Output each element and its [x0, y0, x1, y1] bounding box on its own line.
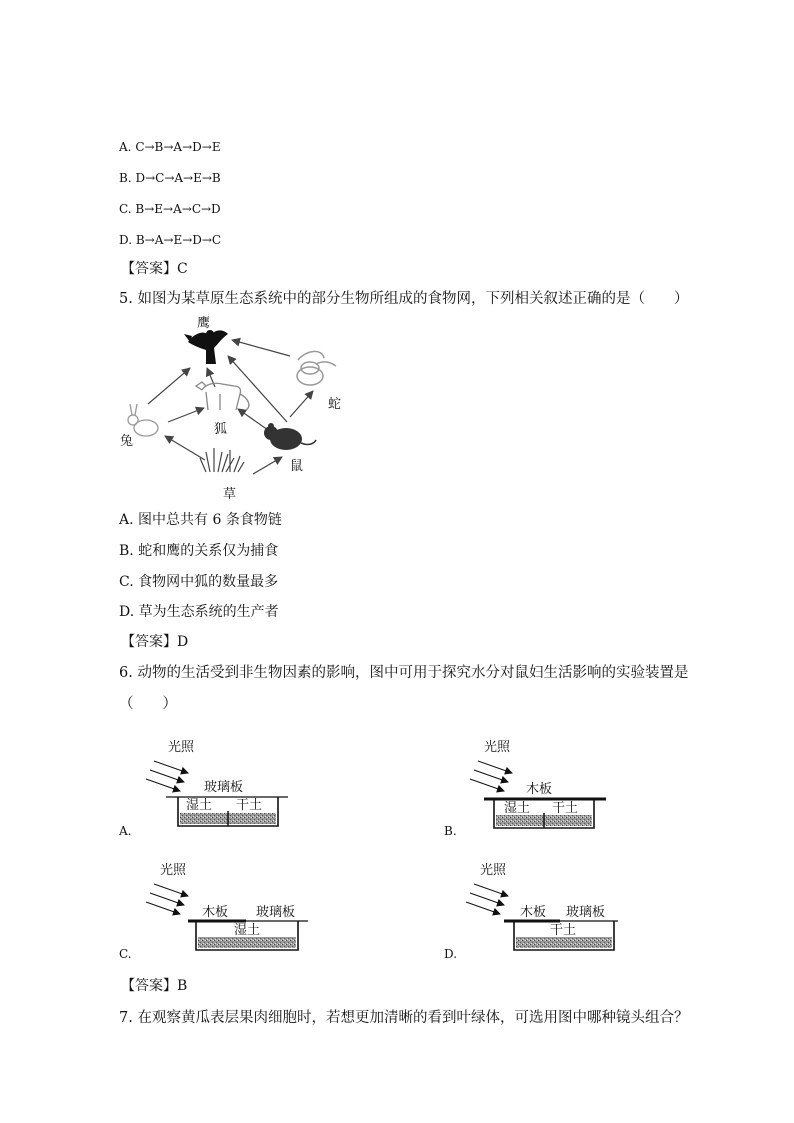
q4-answer: 【答案】C [121, 261, 188, 277]
panel-c-cover-left: 木板 [202, 905, 229, 920]
eagle-label: 鹰 [197, 316, 211, 331]
snake-icon [297, 351, 336, 385]
rabbit-icon [128, 404, 158, 436]
arrow-grass-mouse [253, 457, 282, 474]
panel-d-light-label: 光照 [480, 863, 507, 878]
q4-option-d-letter: D. [119, 233, 133, 247]
panel-a-label: A. [119, 824, 132, 838]
panel-c-figure [142, 856, 322, 956]
fox-label: 狐 [214, 422, 228, 437]
panel-c-light-label: 光照 [160, 863, 187, 878]
panel-b-figure [466, 733, 636, 833]
q6-answer: 【答案】B [121, 978, 188, 994]
panel-d-label: D. [444, 947, 458, 961]
q7-stem: 7. 在观察黄瓜表层果肉细胞时，若想更加清晰的看到叶绿体，可选用图中哪种镜头组合？ [119, 1010, 689, 1026]
panel-d-cover-right: 玻璃板 [566, 905, 606, 920]
q4-option-a [119, 138, 221, 156]
q5-option-a: A. 图中总共有 6 条食物链 [119, 512, 282, 528]
q4-option-c-text: B→E→A→C→D [135, 202, 221, 216]
panel-c-label: C. [119, 947, 132, 961]
q4-option-b-letter: B. [119, 171, 132, 185]
q4-option-d [119, 231, 221, 249]
arrow-rabbit-eagle [148, 368, 190, 404]
arrow-mouse-fox [238, 409, 268, 430]
q4-option-c-letter: C. [119, 202, 132, 216]
panel-b-cover-label: 木板 [526, 782, 553, 797]
panel-a-soil-left: 湿土 [186, 798, 213, 813]
q4-option-b [119, 169, 221, 187]
panel-a-light-label: 光照 [168, 740, 195, 755]
q5-stem: 5. 如图为某草原生态系统中的部分生物所组成的食物网，下列相关叙述正确的是（ ） [119, 291, 689, 307]
panel-c-soil: 湿土 [234, 923, 261, 938]
mouse-icon [264, 423, 316, 450]
panel-d-cover-left: 木板 [520, 905, 547, 920]
panel-b-soil-right: 干土 [552, 801, 579, 816]
panel-a-figure [140, 733, 310, 833]
grass-label: 草 [223, 487, 237, 502]
q6-stem-line2: （ ） [119, 696, 177, 712]
q5-answer: 【答案】D [121, 634, 189, 650]
food-web-figure [110, 312, 360, 507]
panel-b-light-label: 光照 [484, 740, 511, 755]
arrow-mouse-snake [290, 391, 313, 417]
arrow-snake-eagle [232, 340, 290, 356]
panel-d-figure [462, 856, 642, 956]
q6-stem-line1: 6. 动物的生活受到非生物因素的影响，图中可用于探究水分对鼠妇生活影响的实验装置是 [119, 665, 689, 681]
grass-icon [200, 448, 244, 472]
q4-option-c [119, 200, 221, 218]
arrow-rabbit-fox [168, 408, 204, 422]
q5-option-d: D. 草为生态系统的生产者 [119, 604, 279, 620]
q4-option-b-text: D→C→A→E→B [135, 171, 221, 185]
arrow-grass-rabbit [165, 436, 205, 460]
fox-icon [196, 382, 249, 410]
panel-a-cover-label: 玻璃板 [204, 780, 244, 795]
mouse-label: 鼠 [290, 459, 304, 474]
arrow-mouse-eagle [228, 356, 287, 422]
snake-label: 蛇 [328, 397, 342, 412]
panel-d-soil: 干土 [550, 923, 577, 938]
panel-c-cover-right: 玻璃板 [256, 905, 296, 920]
q4-option-d-text: B→A→E→D→C [135, 233, 222, 247]
panel-b-label: B. [444, 824, 457, 838]
q4-option-a-text: C→B→A→D→E [135, 140, 221, 154]
panel-b-soil-left: 湿土 [504, 801, 531, 816]
q5-option-b: B. 蛇和鹰的关系仅为捕食 [119, 543, 279, 559]
rabbit-label: 兔 [120, 434, 134, 449]
panel-a-soil-right: 干土 [236, 798, 263, 813]
q4-option-a-letter: A. [119, 140, 132, 154]
q5-option-c: C. 食物网中狐的数量最多 [119, 574, 279, 590]
eagle-icon [184, 330, 228, 364]
